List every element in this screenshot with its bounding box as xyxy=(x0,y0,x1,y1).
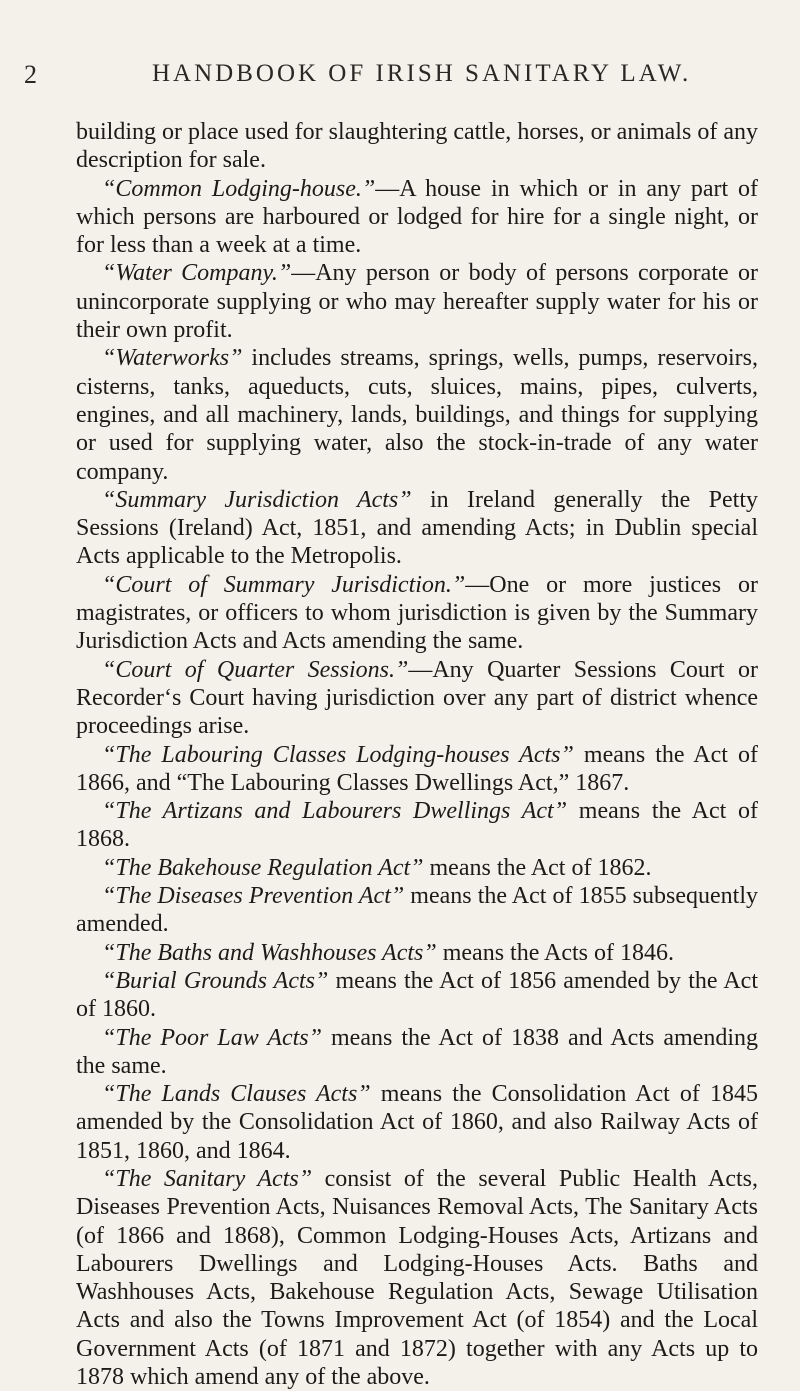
defined-term: “Summary Jurisdiction Acts” xyxy=(102,486,412,513)
page-number: 2 xyxy=(24,60,37,89)
definition-text: consist of the several Public Health Acts, Diseases Prevention Acts, Nuisances Removal Acts, The Sanitary Acts (of 1866 and 1868), Common Lodging-Houses Acts, Artizans and Labourers Dwellings and Lodging-Houses Acts. Baths and Washhouses Acts, Bakehouse Regulation Acts, Sewage Utilisation Acts and also the Towns Improvement Act (of 1854) and the Local Government Acts (of 1871 and 1872) together with any Acts up to 1878 which amend any of the above. xyxy=(76,1165,758,1391)
definition-poor-law-acts xyxy=(76,1024,758,1081)
definition-sanitary-acts xyxy=(76,1165,758,1391)
definition-water-company xyxy=(76,259,758,344)
definition-court-of-summary-jurisdiction xyxy=(76,571,758,656)
definition-text: means the Act of 1862. xyxy=(423,854,652,881)
definition-court-of-quarter-sessions xyxy=(76,656,758,741)
definition-text: —Any Quarter Sessions Court or Recorder‘s Court having jurisdiction over any part of district whence proceedings arise. xyxy=(76,656,758,740)
defined-term: “The Artizans and Labourers Dwellings Act” xyxy=(102,798,568,825)
definition-labouring-classes-lodging-houses-acts xyxy=(76,741,758,798)
defined-term: “Water Company.” xyxy=(102,260,292,287)
defined-term: “The Baths and Washhouses Acts” xyxy=(102,939,437,966)
defined-term: “Waterworks” xyxy=(102,345,243,372)
defined-term: “The Lands Clauses Acts” xyxy=(102,1081,371,1108)
definition-text: means the Acts of 1846. xyxy=(436,939,675,966)
defined-term: “The Sanitary Acts” xyxy=(102,1165,313,1192)
definition-text: means the Act of 1855 subsequently amended. xyxy=(76,883,758,938)
definition-artizans-labourers-dwellings-act xyxy=(76,797,758,854)
definition-text: in Ireland generally the Petty Sessions (Ireland) Act, 1851, and amending Acts; in Dublin special Acts applicable to the Metropolis. xyxy=(76,486,758,570)
defined-term: “Burial Grounds Acts” xyxy=(102,967,329,994)
definition-bakehouse-regulation-act xyxy=(76,854,758,882)
definition-common-lodging-house xyxy=(76,175,758,260)
defined-term: “The Diseases Prevention Act” xyxy=(102,883,405,910)
definition-text: means the Act of 1866, and “The Labouring Classes Dwellings Act,” 1867. xyxy=(76,741,759,796)
paragraph-continuation xyxy=(76,118,758,175)
defined-term: “Common Lodging-house.” xyxy=(102,175,376,202)
definition-waterworks xyxy=(76,344,758,485)
definition-text: —A house in which or in any part of which persons are harboured or lodged for hire for a single night, or for less than a week at a time. xyxy=(76,175,759,259)
definition-text: means the Act of 1856 amended by the Act of 1860. xyxy=(76,967,758,1023)
definition-text: means the Consolidation Act of 1845 amended by the Consolidation Act of 1860, and also Railway Acts of 1851, 1860, and 1864. xyxy=(76,1081,759,1164)
defined-term: “The Poor Law Acts” xyxy=(102,1024,322,1051)
definition-text: —Any person or body of persons corporate or unincorporate supplying or who may hereafter supply water for his or their own profit. xyxy=(76,260,758,344)
definition-lands-clauses-acts xyxy=(76,1080,758,1165)
body-text xyxy=(76,118,758,1391)
definition-text: includes streams, springs, wells, pumps, reservoirs, cisterns, tanks, aqueducts, cuts, sluices, mains, pipes, culverts, engines, and all machinery, lands, buildings, and things for supplying or used for supplying water, also the stock-in-trade of any water company. xyxy=(76,345,758,485)
defined-term: “The Labouring Classes Lodging-houses Acts” xyxy=(102,741,574,768)
definition-diseases-prevention-act xyxy=(76,882,758,939)
defined-term: “The Bakehouse Regulation Act” xyxy=(102,854,424,881)
defined-term: “Court of Summary Jurisdiction.” xyxy=(102,571,466,598)
definition-text: means the Act of 1838 and Acts amending the same. xyxy=(76,1024,759,1079)
definition-summary-jurisdiction-acts xyxy=(76,486,758,571)
definition-burial-grounds-acts xyxy=(76,967,758,1024)
definition-text: —One or more justices or magistrates, or officers to whom jurisdiction is given by the Summary Jurisdiction Acts and Acts amending the same. xyxy=(76,571,758,655)
paragraph-text: building or place used for slaughtering cattle, horses, or animals of any description for sale. xyxy=(76,119,758,174)
definition-baths-washhouses-acts xyxy=(76,939,758,967)
definition-text: means the Act of 1868. xyxy=(76,798,758,853)
defined-term: “Court of Quarter Sessions.” xyxy=(102,656,409,683)
running-title: HANDBOOK OF IRISH SANITARY LAW. xyxy=(152,60,692,87)
